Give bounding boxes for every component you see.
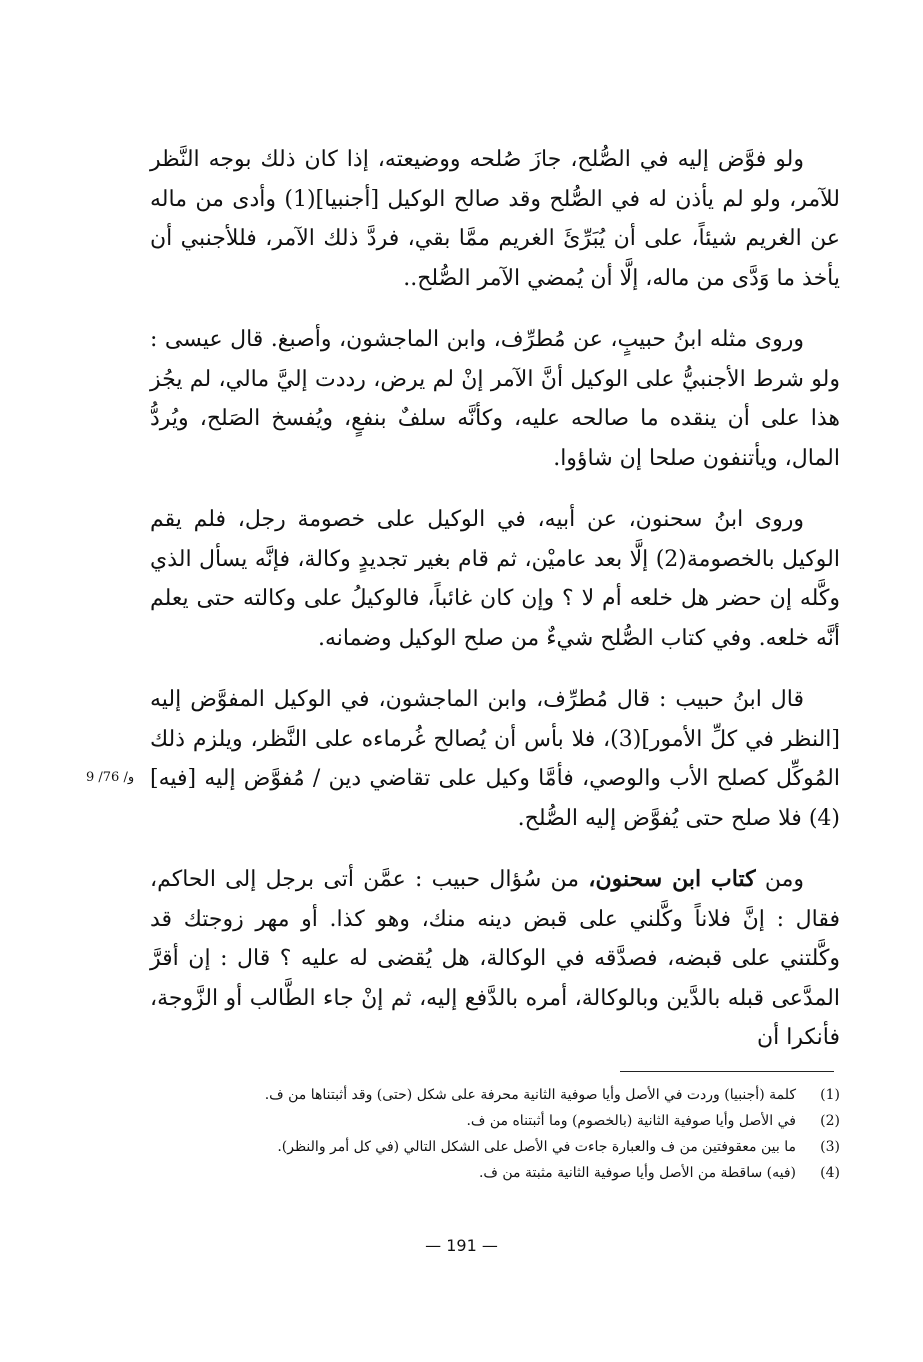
footnote-number: (4)	[820, 1165, 840, 1181]
footnote-separator	[620, 1071, 834, 1072]
footnote-4	[150, 1160, 840, 1186]
footnote-text: كلمة (أجنبيا) وردت في الأصل وأيا صوفية الثانية محرفة على شكل (حتى) وقد أثبتناها من ف.	[264, 1087, 796, 1103]
footnote-number: (3)	[820, 1139, 840, 1155]
page-number: — 191 —	[425, 1236, 498, 1255]
paragraph-3: وروى ابنُ سحنون، عن أبيه، في الوكيل على خصومة رجل، فلم يقم الوكيل بالخصومة(2) إلَّا بعد عاميْن، ثم قام بغير تجديدٍ وكالة، فإنَّه يسأل الذي وكَّله إن حضر هل خلعه أم لا ؟ وإن كان غائباً، فالوكيلُ على وكالته حتى يعلم أنَّه خلعه. وفي كتاب الصُّلح شيءٌ من صلح الوكيل وضمانه.	[150, 507, 840, 651]
footnote-number: (1)	[820, 1087, 840, 1103]
main-text	[150, 140, 840, 1080]
footnotes	[150, 1082, 840, 1186]
footnote-text: في الأصل وأيا صوفية الثانية (بالخصوم) وما أثبتناه من ف.	[466, 1113, 796, 1129]
footnote-1	[150, 1082, 840, 1108]
book-title: كتاب ابن سحنون،	[588, 866, 756, 892]
paragraph-5	[150, 860, 840, 1058]
paragraph-5-lead: ومن	[755, 867, 804, 892]
paragraph-2: وروى مثله ابنُ حبيبٍ، عن مُطرِّف، وابن الماجشون، وأصبغ. قال عيسى : ولو شرط الأجنبيُّ على الوكيل أنَّ الآمر إنْ لم يرض، رددت إليَّ مالي، لم يجُز هذا على أن ينقده ما صالحه عليه، وكأنَّه سلفٌ بنفعٍ، ويُفسخ الصَلح، ويُردُّ المال، ويأتنفون صلحا إن شاؤوا.	[150, 327, 840, 471]
manuscript-folio-note: 9 /76 /و	[86, 770, 135, 785]
paragraph-4: قال ابنُ حبيب : قال مُطرِّف، وابن الماجشون، في الوكيل المفوَّض إليه [النظر في كلِّ الأمور](3)، فلا بأس أن يُصالح غُرماءه على النَّظر، ويلزم ذلك المُوكِّل كصلح الأب والوصي، فأمَّا وكيل على تقاضي دين / مُفوَّض إليه [فيه](4) فلا صلح حتى يُفوَّض إليه الصُّلح.	[150, 687, 840, 831]
footnote-text: (فيه) ساقطة من الأصل وأيا صوفية الثانية مثبتة من ف.	[478, 1165, 796, 1181]
footnote-number: (2)	[820, 1113, 840, 1129]
footnote-text: ما بين معقوفتين من ف والعبارة جاءت في الأصل على الشكل التالي (في كل أمر والنظر).	[277, 1139, 796, 1155]
footnote-3	[150, 1134, 840, 1160]
paragraph-1: ولو فوَّض إليه في الصُّلح، جازَ صُلحه ووضيعته، إذا كان ذلك بوجه النَّظر للآمر، ولو لم يأذن له في الصُّلح وقد صالح الوكيل [أجنبيا](1) وأدى من ماله عن الغريم شيئاً، على أن يُبَرِّئَ الغريم ممَّا بقي، فردَّ ذلك الآمر، فللأجنبي أن يأخذ ما وَدَّى من ماله، إلَّا أن يُمضي الآمر الصُّلح..	[150, 147, 840, 291]
footnote-2	[150, 1108, 840, 1134]
paragraph-5-rest: من سُؤال حبيب : عمَّن أتى برجل إلى الحاكم، فقال : إنَّ فلاناً وكَّلني على قبض دينه منك، وهو كذا. أو مهر زوجتك قد وكَّلتني على قبضه، فصدَّقه في الوكالة، هل يُقضى له عليه ؟ قال : إن أقرَّ المدَّعى قبله بالدَّين وبالوكالة، أمره بالدَّفع إليه، ثم إنْ جاء الطَّالب أو الزَّوجة، فأنكرا أن	[150, 867, 840, 1050]
